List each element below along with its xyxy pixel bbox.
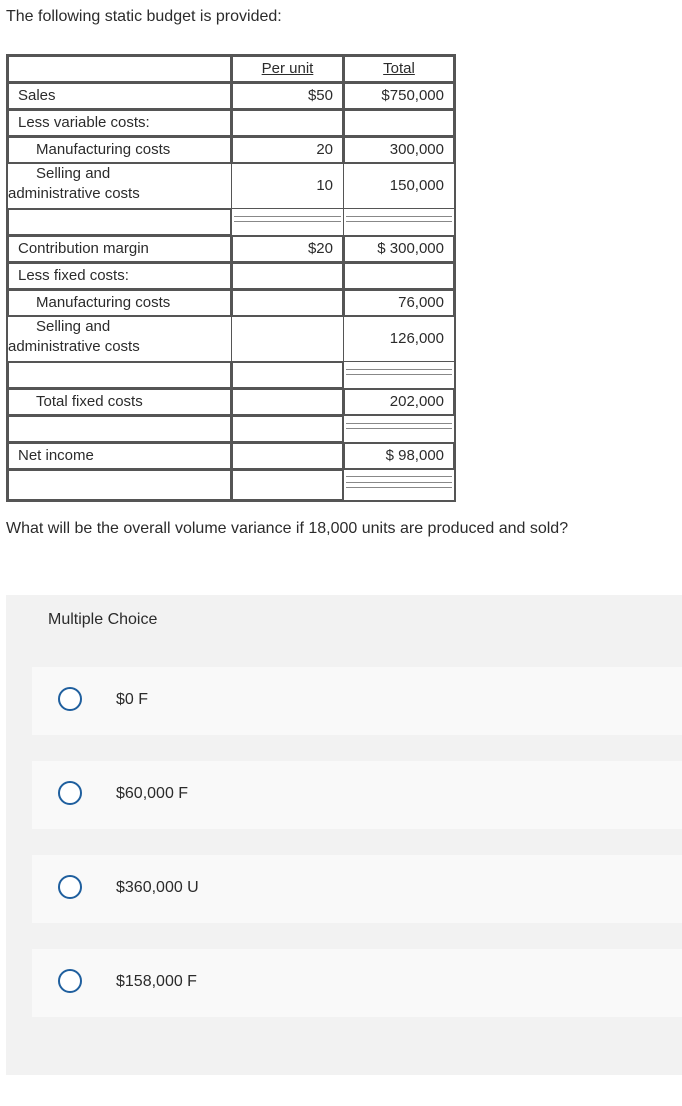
- contribution-total: $ 300,000: [344, 236, 454, 262]
- table-row-contribution: [8, 235, 454, 262]
- less-fixed-label: Less fixed costs:: [8, 263, 232, 289]
- var-sell-per-unit: 10: [232, 164, 344, 208]
- fix-sell-total: 126,000: [389, 330, 444, 347]
- var-sell-label: [8, 164, 232, 208]
- var-sell-label-line2: administrative costs: [8, 185, 140, 202]
- empty-cell: [232, 290, 344, 316]
- sales-label: Sales: [8, 83, 232, 109]
- choice-option-1[interactable]: [32, 667, 682, 735]
- choice-label: $0 F: [116, 691, 149, 708]
- table-row-less-variable: [8, 109, 454, 136]
- choice-label: $360,000 U: [116, 879, 199, 896]
- table-header-row: [8, 56, 454, 82]
- table-row-final-rule: [8, 469, 454, 500]
- net-income-total: $ 98,000: [344, 443, 454, 469]
- var-mfg-label: Manufacturing costs: [8, 137, 232, 163]
- rule-cell: [232, 209, 344, 235]
- rule-cell: [344, 209, 454, 235]
- multiple-choice-title: Multiple Choice: [48, 611, 158, 628]
- question-text: What will be the overall volume variance if 18,000 units are produced and sold?: [6, 520, 569, 537]
- table-row-less-fixed: [8, 262, 454, 289]
- table-row-fix-mfg: [8, 289, 454, 316]
- empty-cell: [8, 209, 232, 235]
- empty-cell: [232, 317, 344, 361]
- var-sell-label-line1: Selling and: [36, 165, 111, 182]
- table-row-var-mfg: [8, 136, 454, 163]
- empty-cell: [232, 389, 344, 415]
- choice-option-2[interactable]: [32, 761, 682, 829]
- rule-cell: [344, 470, 454, 500]
- table-row-net-rule: [8, 415, 454, 442]
- empty-cell: [232, 110, 344, 136]
- empty-cell: [344, 110, 454, 136]
- radio-button-icon[interactable]: [58, 687, 82, 711]
- table-row-sales: [8, 82, 454, 109]
- fix-sell-label-line1: Selling and: [36, 318, 111, 335]
- table-row-fixed-rule: [8, 361, 454, 388]
- total-fixed-total: 202,000: [344, 389, 454, 415]
- fix-sell-label: [8, 317, 232, 361]
- empty-cell: [344, 263, 454, 289]
- table-row-net-income: [8, 442, 454, 469]
- empty-cell: [232, 263, 344, 289]
- multiple-choice-panel: [6, 595, 682, 1075]
- empty-cell: [232, 416, 344, 442]
- empty-cell: [232, 362, 344, 388]
- radio-button-icon[interactable]: [58, 969, 82, 993]
- radio-button-icon[interactable]: [58, 875, 82, 899]
- fix-mfg-label: Manufacturing costs: [8, 290, 232, 316]
- empty-cell: [232, 470, 344, 500]
- choice-option-3[interactable]: [32, 855, 682, 923]
- empty-cell: [232, 443, 344, 469]
- var-sell-total: 150,000: [389, 177, 444, 194]
- table-row-var-sell: [8, 163, 454, 208]
- sales-total: $750,000: [344, 83, 454, 109]
- radio-button-icon[interactable]: [58, 781, 82, 805]
- choice-option-4[interactable]: [32, 949, 682, 1017]
- sales-per-unit: $50: [232, 83, 344, 109]
- table-row-subtotal-rule: [8, 208, 454, 235]
- contribution-label: Contribution margin: [8, 236, 232, 262]
- fix-sell-label-line2: administrative costs: [8, 338, 140, 355]
- table-row-total-fixed: [8, 388, 454, 415]
- total-fixed-label: Total fixed costs: [8, 389, 232, 415]
- rule-cell: [344, 362, 454, 388]
- header-per-unit: Per unit: [232, 56, 344, 82]
- empty-cell: [8, 416, 232, 442]
- contribution-per-unit: $20: [232, 236, 344, 262]
- var-mfg-per-unit: 20: [232, 137, 344, 163]
- var-mfg-total: 300,000: [344, 137, 454, 163]
- choice-label: $158,000 F: [116, 973, 197, 990]
- fix-mfg-total: 76,000: [344, 290, 454, 316]
- empty-cell: [8, 362, 232, 388]
- net-income-label: Net income: [8, 443, 232, 469]
- header-total: Total: [344, 56, 454, 82]
- table-row-fix-sell: [8, 316, 454, 361]
- empty-cell: [8, 470, 232, 500]
- rule-cell: [344, 416, 454, 442]
- intro-text: The following static budget is provided:: [6, 8, 282, 25]
- less-variable-label: Less variable costs:: [8, 110, 232, 136]
- table-header-blank: [8, 56, 232, 82]
- budget-table: [6, 54, 456, 502]
- choice-label: $60,000 F: [116, 785, 189, 802]
